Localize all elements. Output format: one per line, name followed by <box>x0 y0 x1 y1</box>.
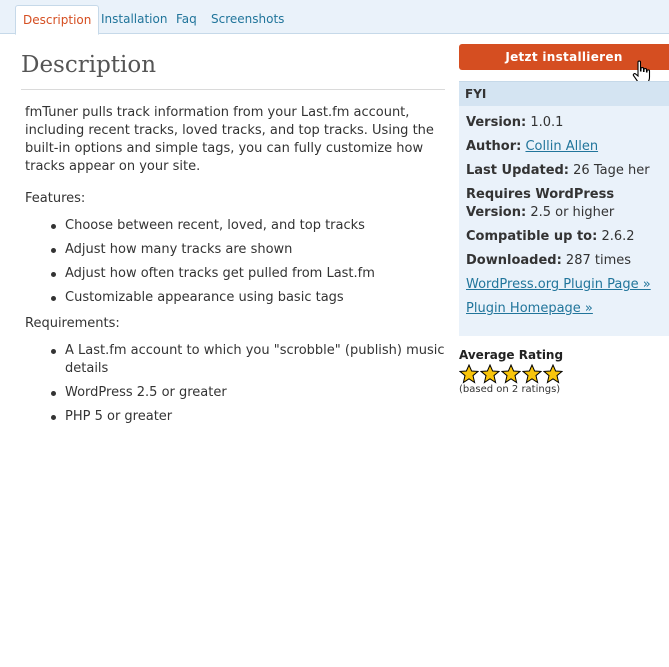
version-value: 1.0.1 <box>530 115 564 130</box>
downloaded-label: Downloaded: <box>466 253 562 268</box>
plugin-page-link[interactable]: WordPress.org Plugin Page » <box>466 277 651 292</box>
rating-stars <box>459 364 659 384</box>
star-icon <box>480 364 500 384</box>
version-label: Version: <box>466 115 527 130</box>
compatible-label: Compatible up to: <box>466 229 598 244</box>
version-row <box>466 114 669 132</box>
tab-description[interactable]: Description <box>15 5 99 35</box>
compatible-row <box>466 228 669 246</box>
requirements-label: Requirements: <box>25 316 120 331</box>
list-item: PHP 5 or greater <box>65 408 445 426</box>
star-icon <box>501 364 521 384</box>
star-icon <box>543 364 563 384</box>
page-title: Description <box>21 50 445 90</box>
average-rating <box>459 348 659 396</box>
tab-installation[interactable]: Installation <box>101 12 168 26</box>
intro-paragraph: fmTuner pulls track information from your Last.fm account, including recent tracks, loved tracks, and top tracks. Using the built-in options and simple tags, you can fully customize how tracks appear on your site. <box>25 105 434 174</box>
rating-title: Average Rating <box>459 348 564 362</box>
requires-label-version: Version: <box>466 205 527 220</box>
last-updated-label: Last Updated: <box>466 163 570 178</box>
requires-value: 2.5 or higher <box>530 205 615 220</box>
fyi-panel <box>459 81 669 336</box>
list-item: Adjust how many tracks are shown <box>65 241 445 259</box>
last-updated-row <box>466 162 669 180</box>
tab-bar <box>0 0 669 34</box>
list-item: A Last.fm account to which you "scrobble" (publish) music details <box>65 343 445 376</box>
list-item: Customizable appearance using basic tags <box>65 289 445 307</box>
rating-note: (based on 2 ratings) <box>459 384 561 395</box>
tab-screenshots[interactable]: Screenshots <box>211 12 285 26</box>
downloaded-value: 287 times <box>565 253 632 268</box>
requires-label: Requires WordPress <box>466 187 615 202</box>
list-item: Adjust how often tracks get pulled from Last.fm <box>65 265 445 283</box>
author-label: Author: <box>466 139 522 154</box>
requires-row <box>466 186 669 222</box>
fyi-title: FYI <box>459 81 669 106</box>
list-item: WordPress 2.5 or greater <box>65 384 445 402</box>
install-button[interactable]: Jetzt installieren <box>459 44 669 70</box>
compatible-value: 2.6.2 <box>601 229 635 244</box>
last-updated-value: 26 Tage her <box>573 163 650 178</box>
main-content <box>21 34 445 432</box>
list-item: Choose between recent, loved, and top tracks <box>65 217 445 235</box>
author-link[interactable]: Collin Allen <box>525 139 599 154</box>
author-row <box>466 138 669 156</box>
features-label: Features: <box>25 191 86 206</box>
features-list <box>21 217 445 307</box>
star-icon <box>522 364 542 384</box>
downloaded-row <box>466 252 669 270</box>
star-icon <box>459 364 479 384</box>
tab-faq[interactable]: Faq <box>176 12 197 26</box>
plugin-homepage-link[interactable]: Plugin Homepage » <box>466 301 593 316</box>
requirements-list <box>21 342 445 426</box>
